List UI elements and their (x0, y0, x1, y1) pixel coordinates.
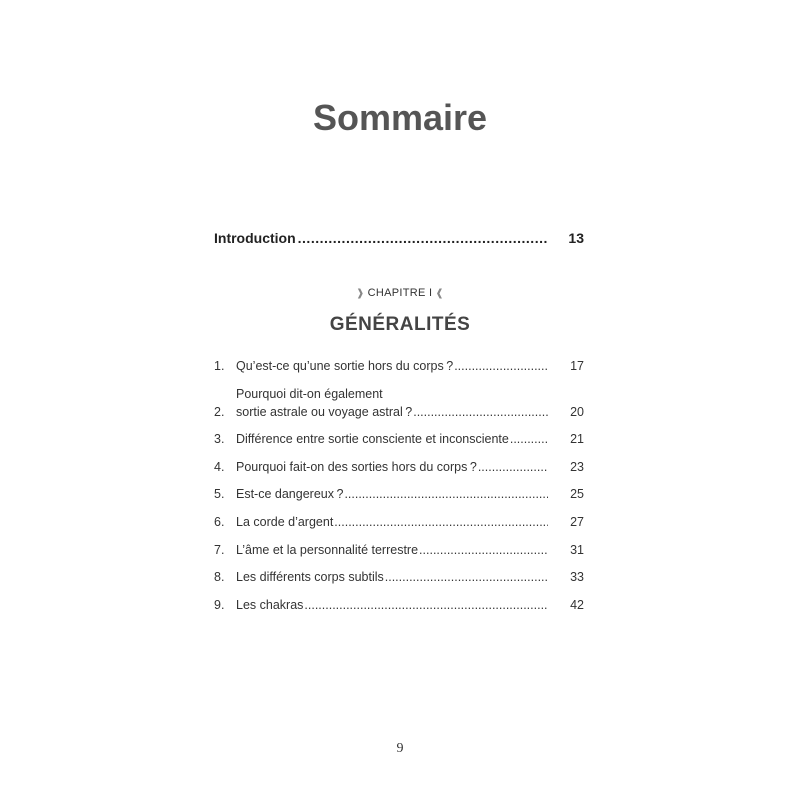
entry-page-number: 33 (570, 570, 584, 585)
entry-page-number: 21 (570, 432, 584, 447)
toc-list (214, 357, 584, 623)
leader-dots (454, 357, 548, 375)
entry-number: 6. (214, 514, 225, 529)
entry-title-line (236, 513, 558, 531)
chapter-label (0, 285, 800, 302)
entry-title-line (236, 403, 558, 421)
leader-dots (298, 228, 548, 248)
chapter-title: GÉNÉRALITÉS (329, 314, 471, 335)
leader-dots (413, 403, 548, 421)
leader-dots (385, 568, 548, 586)
toc-entry[interactable] (214, 458, 584, 476)
entry-page-number: 27 (570, 514, 584, 529)
entry-title (236, 513, 558, 531)
leader-dots (344, 485, 548, 503)
leader-dots (419, 541, 548, 559)
entry-title-line (236, 430, 558, 448)
entry-title (236, 357, 558, 375)
entry-title-text: Les chakras (236, 597, 304, 612)
entry-number: 5. (214, 487, 225, 502)
entry-title-text: L’âme et la personnalité terrestre (236, 542, 419, 557)
introduction-page-number: 13 (568, 230, 584, 246)
entry-title-text: Les différents corps subtils (236, 570, 384, 585)
entry-title (236, 430, 558, 448)
chapter-number: CHAPITRE I (367, 287, 433, 299)
entry-title-line (236, 357, 558, 375)
leader-dots (334, 513, 548, 531)
entry-title-text: sortie astrale ou voyage astral ? (236, 404, 413, 419)
entry-title-line (236, 596, 558, 614)
entry-title (236, 458, 558, 476)
entry-number: 9. (214, 597, 225, 612)
entry-title (236, 385, 558, 421)
toc-entry[interactable] (214, 430, 584, 448)
entry-page-number: 23 (570, 459, 584, 474)
entry-title-text: Qu’est-ce qu’une sortie hors du corps ? (236, 359, 454, 373)
entry-page-number: 42 (570, 597, 584, 612)
entry-number: 1. (214, 359, 225, 373)
toc-entry[interactable] (214, 357, 584, 375)
entry-number: 7. (214, 542, 225, 557)
toc-entry[interactable] (214, 513, 584, 531)
toc-entry[interactable] (214, 485, 584, 503)
leader-dots (304, 596, 548, 614)
leader-dots (510, 430, 548, 448)
entry-page-number: 25 (570, 487, 584, 502)
ornament-left-icon: ❱ (355, 288, 365, 299)
toc-entry[interactable] (214, 568, 584, 586)
entry-page-number: 20 (570, 404, 584, 419)
entry-number: 8. (214, 570, 225, 585)
entry-title-line (236, 458, 558, 476)
toc-introduction-row[interactable] (214, 228, 584, 248)
page-number: 9 (396, 741, 404, 756)
entry-page-number: 17 (570, 359, 584, 373)
page-title: Sommaire (312, 97, 488, 138)
entry-number: 4. (214, 459, 225, 474)
entry-page-number: 31 (570, 542, 584, 557)
entry-title-line (236, 541, 558, 559)
entry-title-line (236, 568, 558, 586)
entry-title-text: Pourquoi fait-on des sorties hors du corps ? (236, 459, 477, 474)
toc-entry[interactable] (214, 385, 584, 421)
entry-number: 3. (214, 432, 225, 447)
leader-dots (478, 458, 548, 476)
entry-title (236, 485, 558, 503)
entry-title (236, 596, 558, 614)
entry-title (236, 541, 558, 559)
entry-title-text: Est-ce dangereux ? (236, 487, 344, 502)
entry-title-text: Différence entre sortie consciente et inconsciente (236, 432, 509, 447)
entry-title-line: Pourquoi dit-on également (236, 386, 383, 401)
toc-entry[interactable] (214, 596, 584, 614)
entry-title (236, 568, 558, 586)
toc-entry[interactable] (214, 541, 584, 559)
entry-title-line (236, 485, 558, 503)
ornament-right-icon: ❰ (435, 288, 445, 299)
entry-number: 2. (214, 404, 225, 419)
entry-title-text: La corde d’argent (236, 514, 334, 529)
introduction-label: Introduction (214, 230, 296, 246)
